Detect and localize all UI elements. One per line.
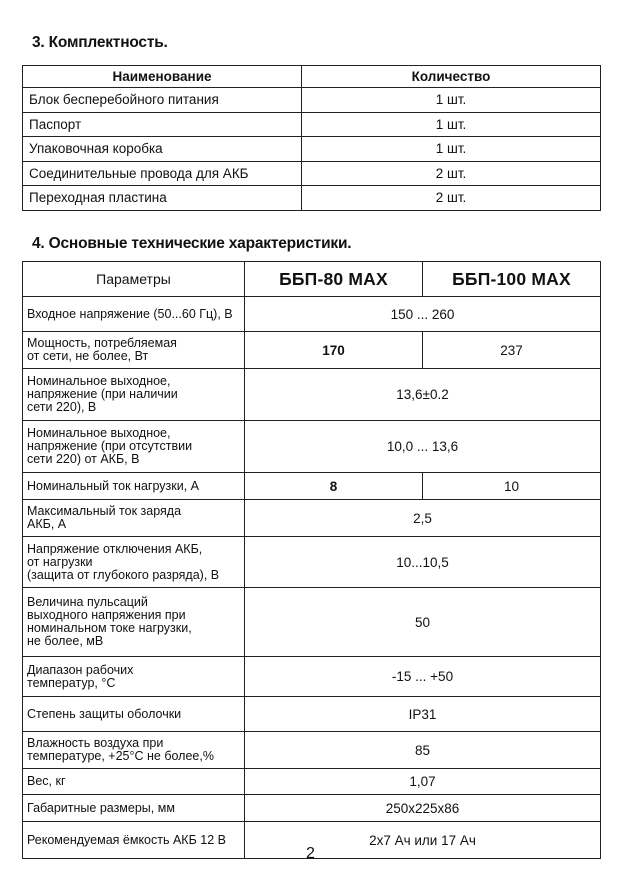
- value-bbp-80-max: 170: [245, 332, 423, 369]
- table-row: [23, 369, 601, 421]
- parameter-label: Габаритные размеры, мм: [23, 795, 245, 822]
- table-row: [23, 732, 601, 769]
- table-row: [23, 297, 601, 332]
- parameter-value: 85: [245, 732, 601, 769]
- column-header-parameters: Параметры: [23, 262, 245, 297]
- parameter-label: Рекомендуемая ёмкость АКБ 12 В: [23, 822, 245, 859]
- value-bbp-100-max: 237: [423, 332, 601, 369]
- parameter-label: Номинальное выходное, напряжение (при наличии сети 220), В: [23, 369, 245, 421]
- parameter-label: Номинальный ток нагрузки, А: [23, 473, 245, 500]
- parameter-label: Входное напряжение (50...60 Гц), В: [23, 297, 245, 332]
- table-row: [23, 332, 601, 369]
- column-header-bbp-100-max: ББП-100 MAX: [423, 262, 601, 297]
- parameter-value: 150 ... 260: [245, 297, 601, 332]
- parameter-value: 10...10,5: [245, 537, 601, 588]
- table-header-row: [23, 262, 601, 297]
- item-quantity: 2 шт.: [302, 186, 601, 211]
- parameter-value: 50: [245, 588, 601, 657]
- item-name: Упаковочная коробка: [23, 137, 302, 162]
- parameter-label: Мощность, потребляемая от сети, не более, Вт: [23, 332, 245, 369]
- parameter-label: Степень защиты оболочки: [23, 697, 245, 732]
- parameter-label: Диапазон рабочих температур, °С: [23, 657, 245, 697]
- table-row: [23, 88, 601, 113]
- table-row: [23, 137, 601, 162]
- parameter-value: -15 ... +50: [245, 657, 601, 697]
- value-bbp-100-max: 10: [423, 473, 601, 500]
- item-quantity: 2 шт.: [302, 161, 601, 186]
- table-row: [23, 769, 601, 795]
- parameter-value: 250х225х86: [245, 795, 601, 822]
- parameter-label: Номинальное выходное, напряжение (при отсутствии сети 220) от АКБ, В: [23, 421, 245, 473]
- item-name: Переходная пластина: [23, 186, 302, 211]
- parameter-value: 2,5: [245, 500, 601, 537]
- table-row: [23, 473, 601, 500]
- item-name: Блок бесперебойного питания: [23, 88, 302, 113]
- column-header-bbp-80-max: ББП-80 MAX: [245, 262, 423, 297]
- parameter-label: Влажность воздуха при температуре, +25°С не более,%: [23, 732, 245, 769]
- table-row: [23, 161, 601, 186]
- parameter-value: 10,0 ... 13,6: [245, 421, 601, 473]
- parameter-value: IP31: [245, 697, 601, 732]
- item-quantity: 1 шт.: [302, 88, 601, 113]
- table-row: [23, 588, 601, 657]
- table-header-row: [23, 66, 601, 88]
- parameter-label: Максимальный ток заряда АКБ, А: [23, 500, 245, 537]
- item-quantity: 1 шт.: [302, 137, 601, 162]
- table-row: [23, 537, 601, 588]
- section-4-title: 4. Основные технические характеристики.: [32, 235, 352, 252]
- item-quantity: 1 шт.: [302, 112, 601, 137]
- table-row: [23, 795, 601, 822]
- parameter-value: 2х7 Ач или 17 Ач: [245, 822, 601, 859]
- parameter-label: Величина пульсаций выходного напряжения при номинальном токе нагрузки, не более, мВ: [23, 588, 245, 657]
- table-row: [23, 421, 601, 473]
- parameter-label: Напряжение отключения АКБ, от нагрузки (защита от глубокого разряда), В: [23, 537, 245, 588]
- table-row: [23, 697, 601, 732]
- value-bbp-80-max: 8: [245, 473, 423, 500]
- package-contents-table: [22, 65, 601, 211]
- page-number: 2: [306, 845, 315, 862]
- item-name: Паспорт: [23, 112, 302, 137]
- item-name: Соединительные провода для АКБ: [23, 161, 302, 186]
- section-3-title: 3. Комплектность.: [32, 34, 168, 51]
- column-header-quantity: Количество: [302, 66, 601, 88]
- parameter-value: 1,07: [245, 769, 601, 795]
- table-row: [23, 112, 601, 137]
- parameter-value: 13,6±0.2: [245, 369, 601, 421]
- column-header-name: Наименование: [23, 66, 302, 88]
- table-row: [23, 500, 601, 537]
- table-row: [23, 657, 601, 697]
- table-row: [23, 186, 601, 211]
- specifications-table: [22, 261, 601, 859]
- parameter-label: Вес, кг: [23, 769, 245, 795]
